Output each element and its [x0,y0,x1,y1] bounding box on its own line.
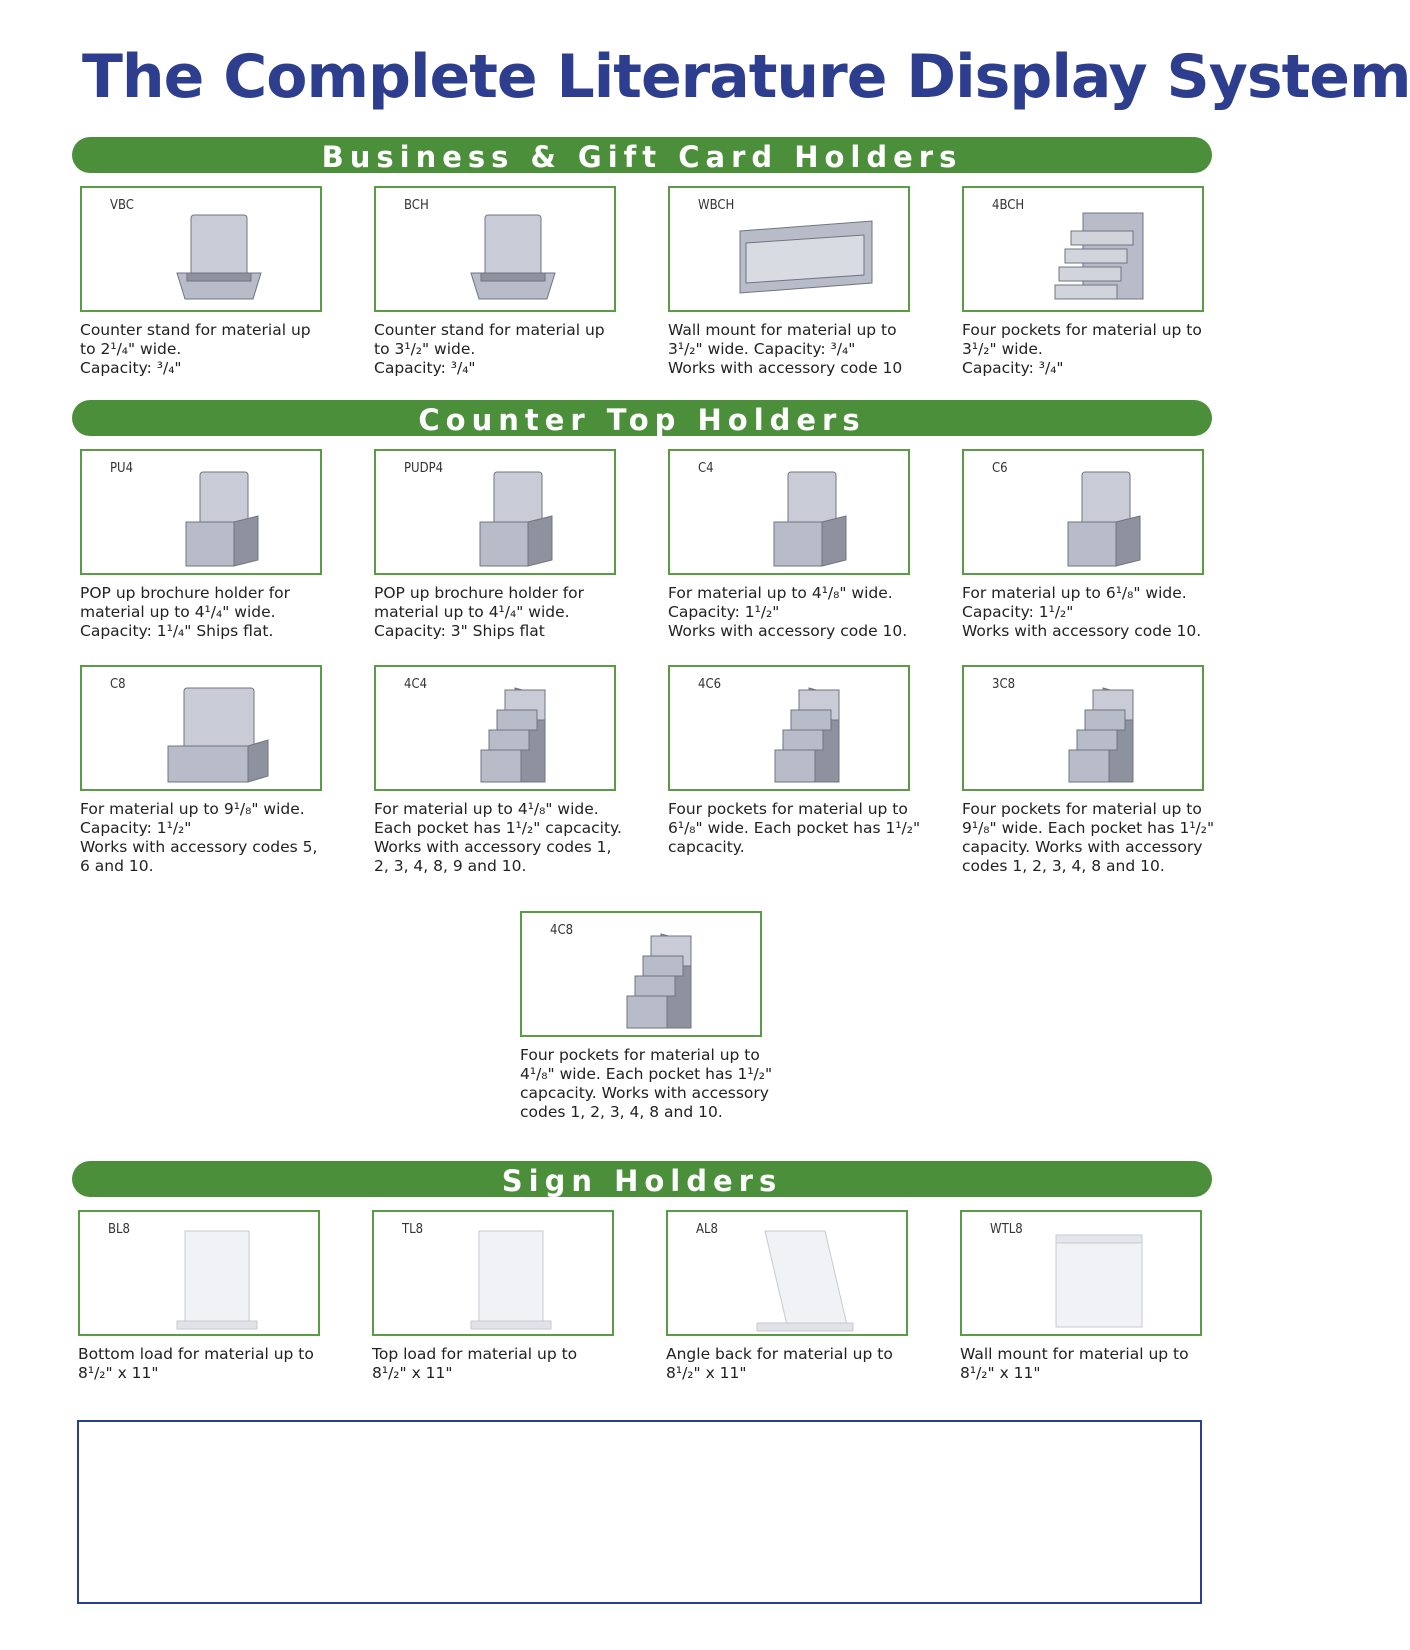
description-line: Capacity: 1¹/₂" [668,603,780,621]
brochure-holder-icon [762,470,852,574]
product-box [666,1210,908,1336]
product-description [78,1345,333,1383]
product-code: 4C8 [550,923,574,938]
angled-sign-holder-icon [755,1229,855,1337]
description-line: Wall mount for material up to [960,1345,1189,1363]
product-description [372,1345,627,1383]
product-code: AL8 [696,1222,718,1237]
description-line: Works with accessory codes 5, [80,838,318,856]
product-box [80,449,322,575]
description-line: 8¹/₂" x 11" [666,1364,747,1382]
tiered-holder-icon [621,932,697,1036]
description-line: Capacity: ³/₄" [374,359,476,377]
wide-brochure-holder-icon [164,686,274,790]
product-box [374,186,616,312]
description-line: Top load for material up to [372,1345,578,1363]
description-line: material up to 4¹/₄" wide. [374,603,570,621]
section-title: Sign Holders [501,1164,783,1198]
product-description [80,321,335,378]
description-line: 8¹/₂" x 11" [960,1364,1041,1382]
description-line: Capacity: ³/₄" [962,359,1064,377]
product-description [80,800,335,876]
product-code: TL8 [402,1222,424,1237]
product-code: VBC [110,198,134,213]
card-holder-icon [463,209,563,309]
description-line: For material up to 6¹/₈" wide. [962,584,1187,602]
product-description [666,1345,921,1383]
description-line: capacity. Works with accessory [962,838,1203,856]
page-title: The Complete Literature Display System [82,42,1410,112]
description-line: For material up to 4¹/₈" wide. [374,800,599,818]
product-code: C4 [698,461,714,476]
product-box [668,186,910,312]
product-box [668,449,910,575]
section-title: Business & Gift Card Holders [321,140,963,174]
tiered-holder-icon [769,686,845,790]
section-header [72,400,1212,436]
description-line: to 3¹/₂" wide. [374,340,476,358]
four-pocket-card-holder-icon [1053,209,1149,309]
product-code: C6 [992,461,1008,476]
description-line: Four pockets for material up to [962,800,1202,818]
section-header [72,1161,1212,1197]
section-header [72,137,1212,173]
description-line: Wall mount for material up to [668,321,897,339]
brochure-holder-icon [468,470,558,574]
description-line: capcacity. Works with accessory [520,1084,769,1102]
description-line: Counter stand for material up [374,321,605,339]
section-title: Counter Top Holders [418,403,866,437]
product-description [960,1345,1215,1383]
product-box [374,665,616,791]
description-line: For material up to 9¹/₈" wide. [80,800,305,818]
product-code: 3C8 [992,677,1016,692]
description-line: Angle back for material up to [666,1345,893,1363]
description-line: Works with accessory codes 1, [374,838,612,856]
description-line: POP up brochure holder for [80,584,291,602]
description-line: 3¹/₂" wide. [962,340,1043,358]
product-description [80,584,335,641]
notes-box [77,1420,1202,1604]
description-line: 6¹/₈" wide. Each pocket has 1¹/₂" [668,819,921,837]
product-code: PUDP4 [404,461,444,476]
product-box [668,665,910,791]
description-line: Each pocket has 1¹/₂" capcacity. [374,819,622,837]
product-box [962,665,1204,791]
description-line: capcacity. [668,838,745,856]
description-line: Four pockets for material up to [962,321,1202,339]
product-box [960,1210,1202,1336]
product-description [374,321,629,378]
description-line: 3¹/₂" wide. Capacity: ³/₄" [668,340,856,358]
description-line: codes 1, 2, 3, 4, 8 and 10. [962,857,1165,875]
description-line: material up to 4¹/₄" wide. [80,603,276,621]
product-description [668,800,923,857]
product-box [520,911,762,1037]
brochure-holder-icon [174,470,264,574]
tiered-holder-icon [475,686,551,790]
description-line: Capacity: 1¹/₄" Ships flat. [80,622,274,640]
product-description [962,584,1217,641]
product-code: 4BCH [992,198,1025,213]
description-line: 6 and 10. [80,857,154,875]
product-box [80,665,322,791]
product-code: BL8 [108,1222,130,1237]
description-line: 2, 3, 4, 8, 9 and 10. [374,857,527,875]
description-line: 8¹/₂" x 11" [372,1364,453,1382]
description-line: Works with accessory code 10 [668,359,903,377]
product-code: C8 [110,677,126,692]
product-box [372,1210,614,1336]
description-line: codes 1, 2, 3, 4, 8 and 10. [520,1103,723,1121]
product-description [520,1046,775,1122]
product-box [962,449,1204,575]
wall-sign-holder-icon [1052,1231,1146,1335]
description-line: Capacity: 3" Ships flat [374,622,545,640]
product-code: WTL8 [990,1222,1023,1237]
product-code: BCH [404,198,429,213]
product-box [78,1210,320,1336]
description-line: POP up brochure holder for [374,584,585,602]
product-code: WBCH [698,198,735,213]
tiered-holder-icon [1063,686,1139,790]
description-line: 4¹/₈" wide. Each pocket has 1¹/₂" [520,1065,773,1083]
description-line: 9¹/₈" wide. Each pocket has 1¹/₂" [962,819,1215,837]
description-line: Works with accessory code 10. [962,622,1202,640]
product-description [374,584,629,641]
description-line: Capacity: 1¹/₂" [962,603,1074,621]
product-code: 4C6 [698,677,722,692]
product-box [80,186,322,312]
description-line: Four pockets for material up to [668,800,908,818]
wall-card-holder-icon [734,213,880,305]
product-box [374,449,616,575]
brochure-holder-icon [1056,470,1146,574]
description-line: For material up to 4¹/₈" wide. [668,584,893,602]
card-holder-icon [169,209,269,309]
sign-holder-icon [469,1229,553,1337]
description-line: to 2¹/₄" wide. [80,340,182,358]
product-description [668,321,923,378]
product-description [668,584,923,641]
product-description [374,800,629,876]
product-code: 4C4 [404,677,428,692]
product-code: PU4 [110,461,134,476]
description-line: Four pockets for material up to [520,1046,760,1064]
description-line: Capacity: 1¹/₂" [80,819,192,837]
description-line: Counter stand for material up [80,321,311,339]
sign-holder-icon [175,1229,259,1337]
product-description [962,800,1217,876]
description-line: 8¹/₂" x 11" [78,1364,159,1382]
product-box [962,186,1204,312]
description-line: Bottom load for material up to [78,1345,314,1363]
description-line: Works with accessory code 10. [668,622,908,640]
product-description [962,321,1217,378]
description-line: Capacity: ³/₄" [80,359,182,377]
